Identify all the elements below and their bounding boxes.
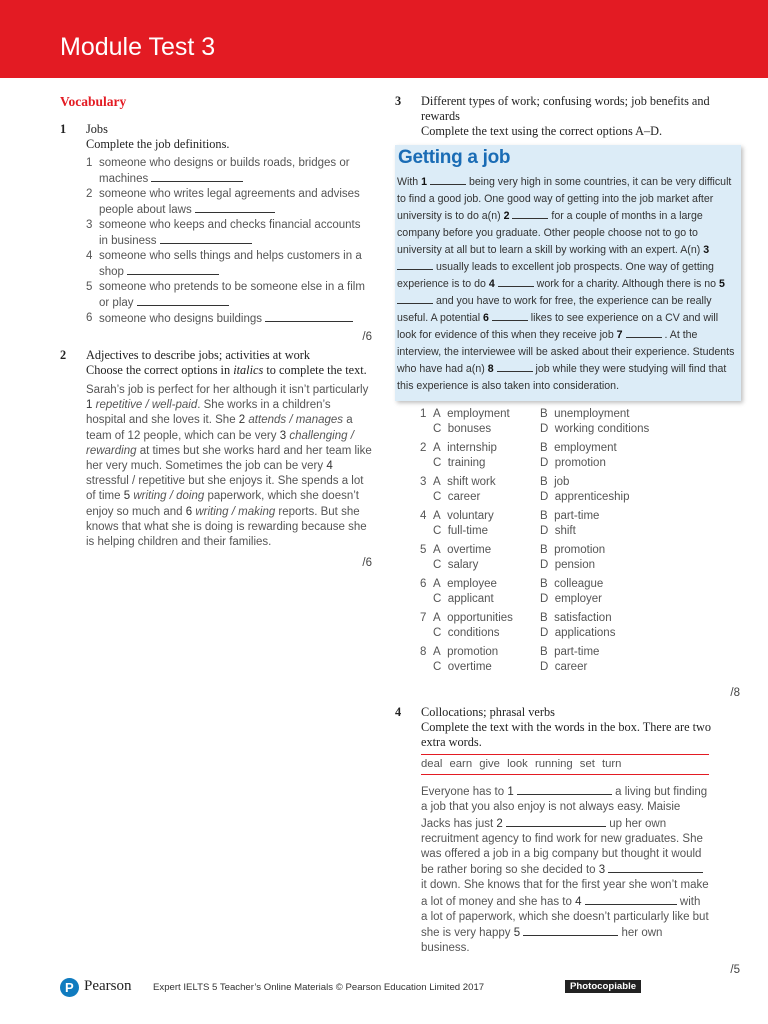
item-number: 4 [86,250,93,263]
definition-list [86,156,372,327]
answer-blank[interactable] [127,264,219,275]
reading-text-box [395,145,741,401]
option-a[interactable]: A employment [433,407,510,420]
question-number: 3 [395,94,402,108]
answer-blank[interactable] [608,862,703,873]
question-number: 1 [60,122,67,136]
copyright-text: Expert IELTS 5 Teacher’s Online Materials © Pearson Education Limited 2017 [153,982,485,993]
options-list [420,407,740,679]
option-b[interactable]: B satisfaction [540,611,612,624]
list-item [86,187,372,218]
option-b[interactable]: B part-time [540,645,600,658]
option-b[interactable]: B unemployment [540,407,630,420]
item-text: someone who sells things and helps customers in a shop [99,250,362,279]
answer-blank[interactable] [498,276,534,287]
option-d[interactable]: D working conditions [540,422,650,435]
item-text: someone who pretends to be someone else in a film or play [99,281,365,310]
question-number: 4 [395,704,402,719]
score-box: /6 [362,331,372,344]
item-text: someone who designs or builds roads, bridges or machines [99,157,350,186]
question-instruction: Complete the text with the words in the box. There are two extra words. [421,719,712,750]
answer-blank[interactable] [137,295,229,306]
option-d[interactable]: D promotion [540,456,606,469]
option-d[interactable]: D applications [540,626,616,639]
option-c[interactable]: C full-time [433,524,488,537]
option-row: 3 A shift work B job C career D apprenticeship [420,475,630,503]
answer-blank[interactable] [160,233,252,244]
option-b[interactable]: B job [540,475,570,488]
pearson-logo-icon: P [60,978,79,997]
item-text: someone who writes legal agreements and advises people about laws [99,188,360,217]
option-a[interactable]: A overtime [433,543,492,556]
option-d[interactable]: D shift [540,524,576,537]
answer-blank[interactable] [151,171,243,182]
item-text: someone who designs buildings [99,313,263,326]
answer-blank[interactable] [585,894,677,905]
question-instruction: Complete the text using the correct options A–D. [421,124,663,139]
item-text: someone who keeps and checks financial accounts in business [99,219,361,248]
option-c[interactable]: C overtime [433,660,492,673]
item-number: 1 [86,157,93,170]
option-d[interactable]: D career [540,660,588,673]
option-row: 2 A internship B employment C training D promotion [420,441,617,469]
option-c[interactable]: C bonuses [433,422,492,435]
question-2 [60,348,372,572]
question-title: Jobs [86,122,108,136]
option-b[interactable]: B promotion [540,543,606,556]
left-column [60,92,372,571]
page-title: Module Test 3 [60,33,216,61]
question-title: Different types of work; confusing words; job benefits and rewards [421,94,710,124]
option-row: 4 A voluntary B part-time C full-time D shift [420,509,600,537]
option-choice[interactable]: challenging / rewarding [86,429,354,457]
question-text: Sarah’s job is perfect for her although it isn’t particularly 1 repetitive / well-paid. She works in a children’s hospital and she loves it. She 2 attends / manages a team of 12 people, which can be very 3 challenging / rewarding at times but she works hard and her team like her very much. Sometimes the job can be very 4 stressful / repetitive but she enjoys it. She spends a lot of time 5 writing / doing paperwork, which she doesn’t enjoy so much and 6 writing / making reports. But she knows that what she is doing is rewarding because she is helping children and their families. [86,384,372,549]
answer-blank[interactable] [523,925,618,936]
option-choice[interactable]: writing / doing [133,490,205,503]
score-box: /8 [730,686,740,699]
answer-blank[interactable] [626,327,662,338]
option-a[interactable]: A voluntary [433,509,494,522]
item-number: 5 [86,281,93,294]
question-number: 2 [60,347,67,362]
option-b[interactable]: B part-time [540,509,600,522]
option-b[interactable]: B colleague [540,577,604,590]
question-title: Adjectives to describe jobs; activities at work [86,347,311,362]
option-c[interactable]: C salary [433,558,479,571]
page-header [0,0,768,78]
option-choice[interactable]: attends / manages [248,414,344,427]
answer-blank[interactable] [397,259,433,270]
option-c[interactable]: C applicant [433,592,494,605]
option-choice[interactable]: stressful / repetitive [86,475,186,488]
score-box: /5 [730,964,740,977]
item-number: 3 [86,219,93,232]
list-item [86,280,372,311]
score-box: /6 [362,557,372,570]
option-row: 1 A employment B unemployment C bonuses D working conditions [420,407,650,435]
answer-blank[interactable] [265,311,353,322]
brand-name: Pearson [84,978,132,994]
option-a[interactable]: A shift work [433,475,496,488]
option-c[interactable]: C conditions [433,626,500,639]
list-item [86,156,372,187]
question-1 [60,122,372,346]
option-b[interactable]: B employment [540,441,617,454]
answer-blank[interactable] [517,784,612,795]
option-a[interactable]: A promotion [433,645,499,658]
option-row: 8 A promotion B part-time C overtime D career [420,645,600,673]
option-a[interactable]: A internship [433,441,497,454]
answer-blank[interactable] [492,310,528,321]
answer-blank[interactable] [195,202,275,213]
option-choice[interactable]: repetitive / well-paid [95,399,198,412]
answer-blank[interactable] [497,361,533,372]
option-row: 6 A employee B colleague C applicant D employer [420,577,604,605]
answer-blank[interactable] [430,174,466,185]
question-4 [395,705,740,751]
option-d[interactable]: D pension [540,558,595,571]
answer-blank[interactable] [512,208,548,219]
word-box: deal earn give look running set turn [421,754,709,775]
option-d[interactable]: D employer [540,592,603,605]
photocopiable-badge: Photocopiable [565,980,641,993]
reading-text-title: Getting a job [398,146,511,168]
option-d[interactable]: D apprenticeship [540,490,630,503]
answer-blank[interactable] [506,816,606,827]
question-text: Everyone has to 1 a living but finding a job that you also enjoy is not always easy. Maisie Jacks has just 2 up her own recruitment agency to find work for new graduates. She was offered a job in a big company but thought it would be rather boring so she decided to 3 it down. She knows that for the first year she won’t make a lot of money and she has to 4 with a lot of paperwork, which she doesn’t particularly like but she is very happy 5 her own business. [421,786,709,955]
list-item [86,311,372,327]
section-heading-vocabulary: Vocabulary [60,94,127,109]
option-row: 5 A overtime B promotion C salary D pension [420,543,606,571]
option-a[interactable]: A employee [433,577,497,590]
option-c[interactable]: C training [433,456,486,469]
item-number: 2 [86,188,93,201]
option-c[interactable]: C career [433,490,481,503]
option-choice[interactable]: writing / making [195,505,276,518]
list-item [86,218,372,249]
page-footer [0,968,768,1008]
question-title: Collocations; phrasal verbs [421,704,555,719]
question-instruction: Choose the correct options in italics to complete the text. [86,362,367,377]
list-item [86,249,372,280]
question-3 [395,94,740,140]
answer-blank[interactable] [397,293,433,304]
option-a[interactable]: A opportunities [433,611,513,624]
question-instruction: Complete the job definitions. [86,137,230,152]
reading-text: With 1 being very high in some countries, it can be very difficult to find a good job. One good way of getting into the job market after university is to do a(n) 2 for a couple of months in a large company before you graduate. Other people choose not to go to university at all but to learn a skill by working with an expert. A(n) 3 usually leads to excellent job prospects. One way of getting experience is to do 4 work for a charity. Although there is no 5 and you have to work for free, the experience can be really useful. A potential 6 likes to see experience on a CV and will look for evidence of this when they receive job 7 . At the interview, the interviewee will be asked about their experience. Students who have had a(n) 8 job while they were studying will find that this experience is also taken into consideration. [397,175,735,392]
item-number: 6 [86,312,93,325]
right-column [395,92,740,976]
option-row: 7 A opportunities B satisfaction C conditions D applications [420,611,616,639]
